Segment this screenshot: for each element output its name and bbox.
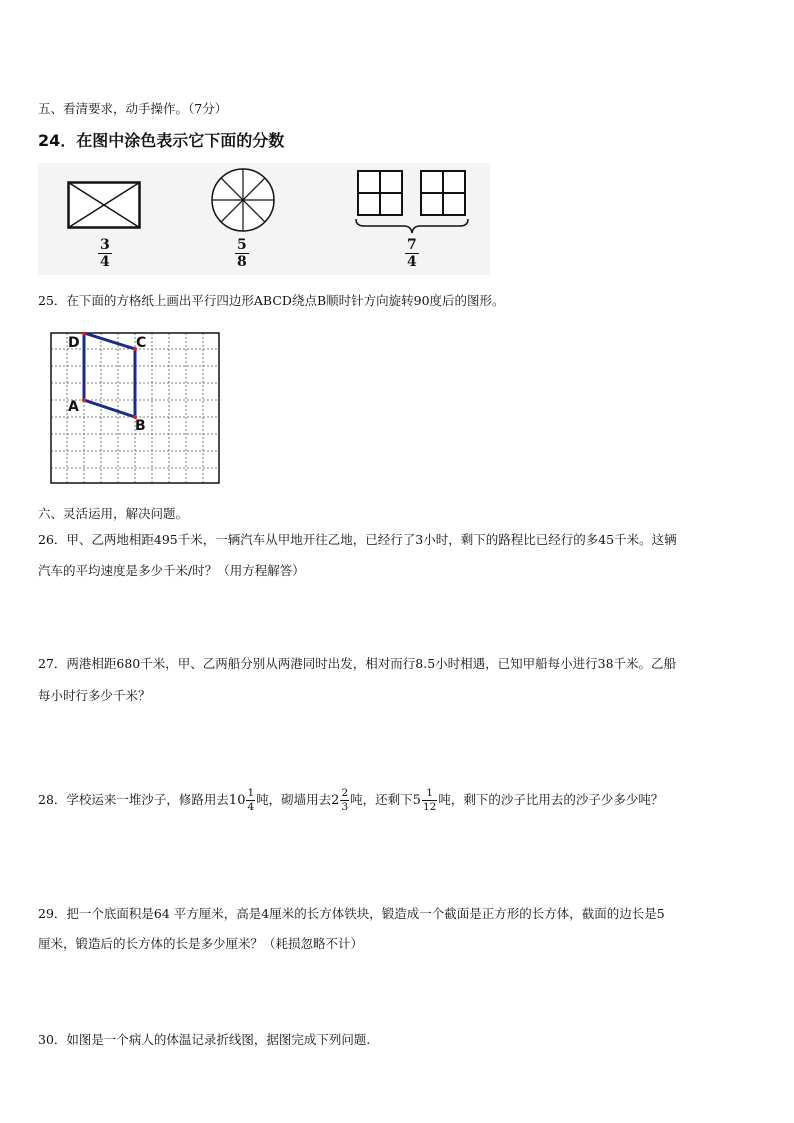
q24-figure-panel xyxy=(38,163,490,275)
circle-shape[interactable] xyxy=(210,167,276,233)
fraction-label-squares: $\frac{7}{4}$ xyxy=(407,237,417,270)
parallelogram-abcd xyxy=(84,333,135,417)
question-24-title: 24．在图中涂色表示它下面的分数 xyxy=(38,131,285,150)
mixed-number-3: $\frac{1}{12}$ xyxy=(422,787,437,813)
point-b-label: B xyxy=(135,418,146,434)
point-a-label: A xyxy=(68,399,79,415)
mixed-number-2: $\frac{2}{3}$ xyxy=(341,787,349,813)
question-30-text: 30．如图是一个病人的体温记录折线图，据图完成下列问题. xyxy=(38,1032,371,1047)
grid-paper[interactable] xyxy=(50,332,220,484)
rectangle-shape[interactable] xyxy=(67,181,141,229)
fraction-label-rectangle: $\frac{3}{4}$ xyxy=(100,237,110,270)
point-d-label: D xyxy=(68,335,80,351)
point-c-label: C xyxy=(136,335,147,351)
section-6-heading: 六、灵活运用，解决问题。 xyxy=(38,506,189,521)
two-squares-shape[interactable] xyxy=(354,169,472,237)
question-26-line-1: 26．甲、乙两地相距495千米，一辆汽车从甲地开往乙地，已经行了3小时，剩下的路程比已经行的多45千米。这辆 xyxy=(38,532,677,547)
question-25-text: 25．在下面的方格纸上画出平行四边形ABCD绕点B顺时针方向旋转90度后的图形。 xyxy=(38,293,505,308)
question-27-line-1: 27．两港相距680千米，甲、乙两船分别从两港同时出发，相对而行8.5小时相遇，已知甲船每小进行38千米。乙船 xyxy=(38,656,677,671)
mixed-number-1: $\frac{1}{4}$ xyxy=(247,787,255,813)
section-5-heading: 五、看清要求，动手操作。（7分） xyxy=(38,101,228,116)
question-29-line-2: 厘米，锻造后的长方体的长是多少厘米？（耗损忽略不计） xyxy=(38,936,364,951)
question-27-line-2: 每小时行多少千米？ xyxy=(38,688,151,703)
question-29-line-1: 29．把一个底面积是64 平方厘米，高是4厘米的长方体铁块，锻造成一个截面是正方形的长方体，截面的边长是5 xyxy=(38,906,665,921)
question-28-text: 28．学校运来一堆沙子，修路用去10 $\frac{1}{4}$ 吨，砌墙用去2 $\frac{2}{3}$ 吨，还剩下5 $\frac{1}{12}$ 吨，剩下的沙子比用去的沙子少多少吨？ xyxy=(38,787,664,813)
fraction-label-circle: $\frac{5}{8}$ xyxy=(237,237,247,270)
question-26-line-2: 汽车的平均速度是多少千米/时？（用方程解答） xyxy=(38,563,305,578)
